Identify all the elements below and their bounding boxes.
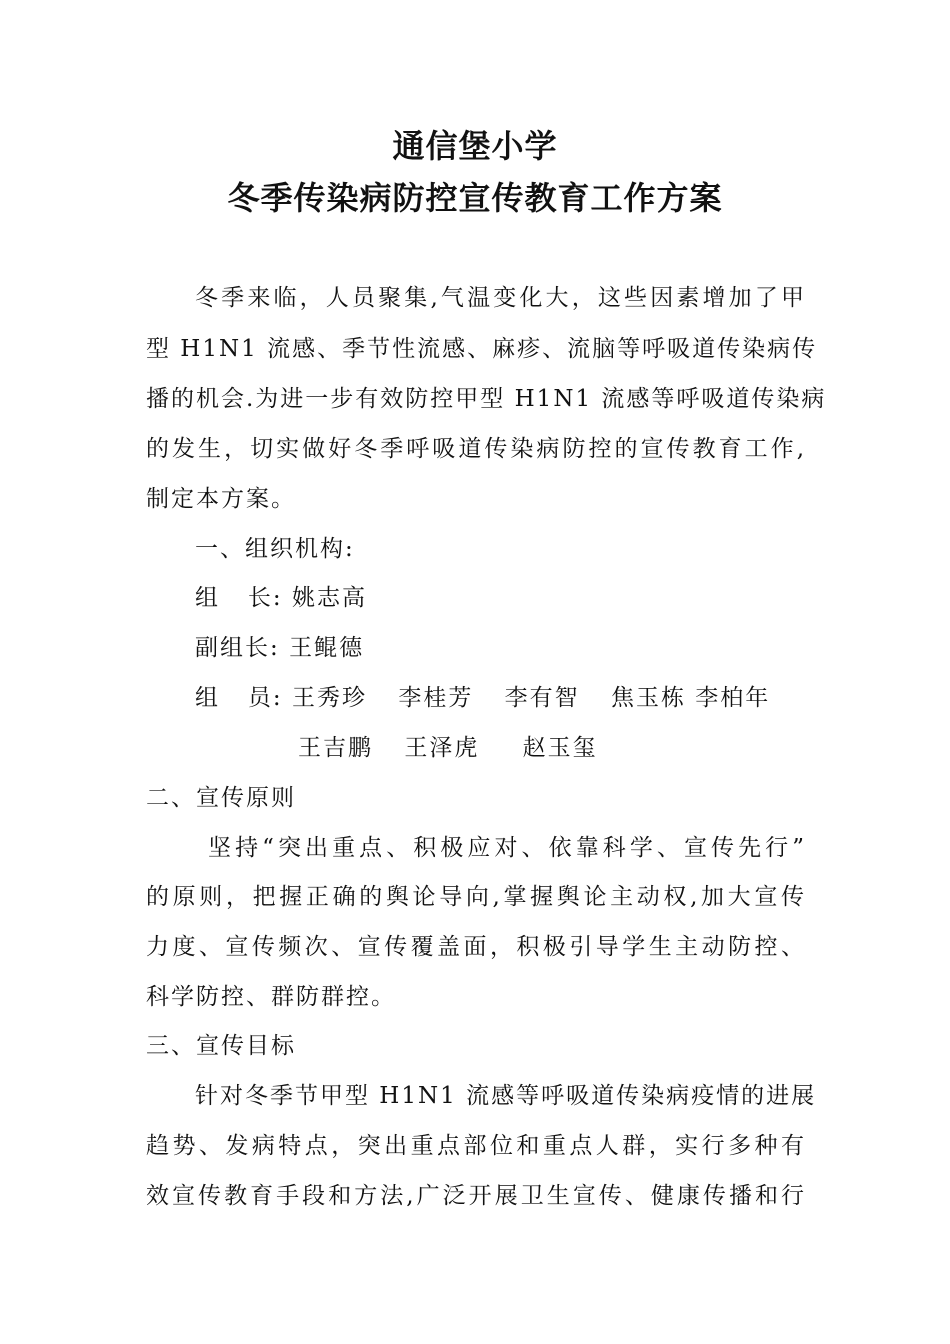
deputy-name: 王鲲德 — [289, 635, 365, 661]
goal-line-2: 趋势、发病特点，突出重点部位和重点人群，实行多种有 — [146, 1133, 806, 1159]
intro-line-5: 制定本方案。 — [146, 486, 296, 512]
members-label: 组 员: — [195, 685, 283, 711]
member-name: 王吉鹏 — [298, 735, 373, 761]
section2-heading: 二、宣传原则 — [146, 785, 296, 811]
section3-heading: 三、宣传目标 — [146, 1033, 296, 1059]
member-name: 李有智 — [504, 685, 580, 711]
member-name: 焦玉栋 — [610, 685, 686, 711]
member-name: 李柏年 — [695, 685, 771, 711]
member-name: 王泽虎 — [404, 735, 480, 761]
leader-row — [195, 583, 367, 613]
principle-line-2: 的原则，把握正确的舆论导向,掌握舆论主动权,加大宣传 — [146, 884, 806, 910]
leader-name: 姚志高 — [292, 585, 367, 611]
member-name: 王秀珍 — [292, 685, 367, 711]
member-name: 李桂芳 — [398, 685, 474, 711]
intro-line-4: 的发生，切实做好冬季呼吸道传染病防控的宣传教育工作, — [146, 436, 806, 462]
members-row-2 — [298, 733, 598, 763]
principle-line-1: 坚持“突出重点、积极应对、依靠科学、宣传先行” — [208, 835, 806, 861]
principle-line-4: 科学防控、群防群控。 — [146, 984, 396, 1010]
member-name: 赵玉玺 — [522, 735, 598, 761]
plan-title: 冬季传染病防控宣传教育工作方案 — [227, 179, 723, 217]
leader-label: 组 长: — [195, 585, 283, 611]
intro-line-3: 播的机会.为进一步有效防控甲型 H1N1 流感等呼吸道传染病 — [146, 386, 827, 412]
section1-heading: 一、组织机构: — [195, 536, 355, 562]
intro-line-2: 型 H1N1 流感、季节性流感、麻疹、流脑等呼吸道传染病传 — [146, 336, 818, 362]
principle-line-3: 力度、宣传频次、宣传覆盖面，积极引导学生主动防控、 — [146, 934, 806, 960]
intro-line-1: 冬季来临，人员聚集,气温变化大，这些因素增加了甲 — [195, 285, 806, 311]
school-title: 通信堡小学 — [392, 127, 558, 165]
goal-line-1: 针对冬季节甲型 H1N1 流感等呼吸道传染病疫情的进展 — [195, 1083, 817, 1109]
goal-line-3: 效宣传教育手段和方法,广泛开展卫生宣传、健康传播和行 — [146, 1183, 806, 1209]
deputy-row — [195, 633, 364, 663]
deputy-label: 副组长: — [195, 635, 280, 661]
members-row-1 — [195, 683, 770, 713]
